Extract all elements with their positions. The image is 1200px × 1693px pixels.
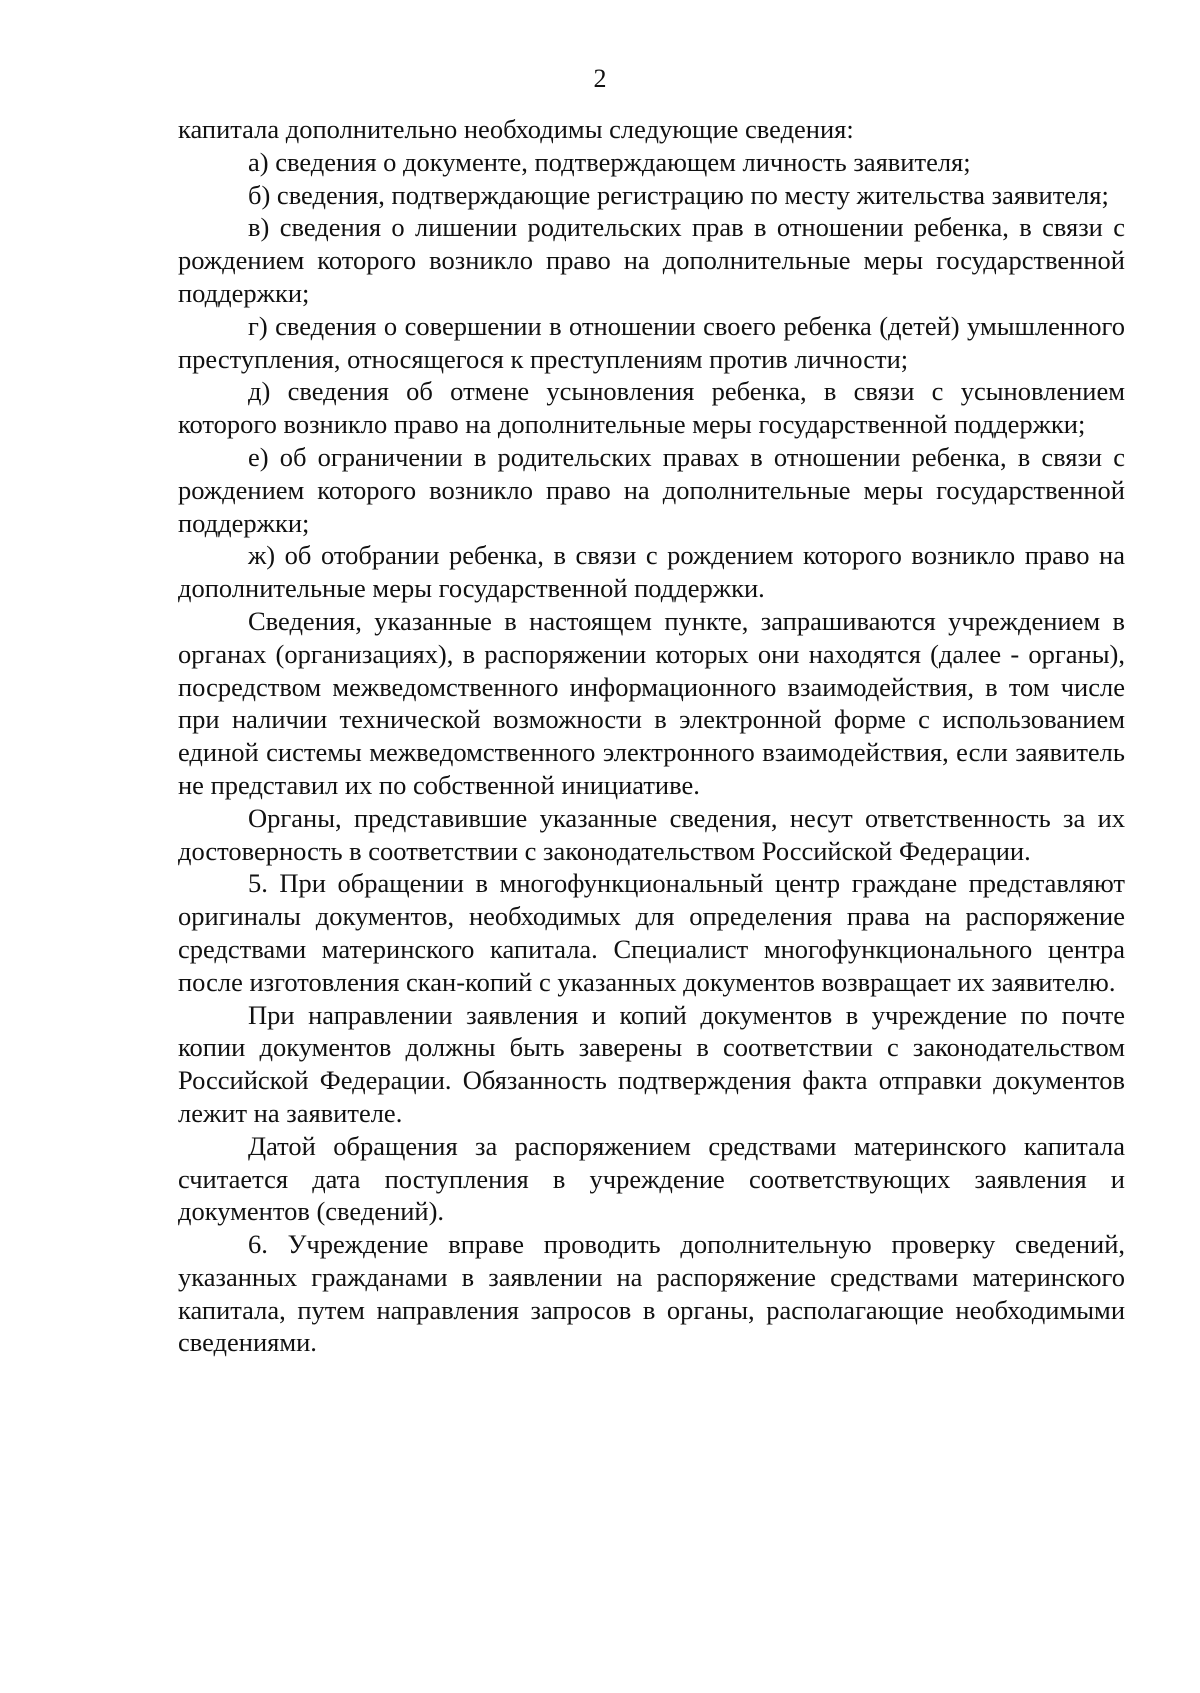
document-body: [178, 113, 1125, 1359]
paragraph-item-b: б) сведения, подтверждающие регистрацию по месту жительства заявителя;: [248, 179, 1109, 210]
paragraph-item-d: д) сведения об отмене усыновления ребенка, в связи с усыновлением которого возникло право на дополнительные меры государственной поддержки;: [178, 376, 1125, 440]
paragraph-item-g: г) сведения о совершении в отношении своего ребенка (детей) умышленного преступления, относящегося к преступлениям против личности;: [178, 310, 1125, 374]
paragraph-responsibility: Органы, представившие указанные сведения, несут ответственность за их достоверность в соответствии с законодательством Российской Федерации.: [178, 802, 1125, 866]
paragraph-requests: Сведения, указанные в настоящем пункте, запрашиваются учреждением в органах (организациях), в распоряжении которых они находятся (далее - органы), посредством межведомственного информационного взаимодействия, в том числе при наличии технической возможности в электронной форме с использованием единой системы межведомственного электронного взаимодействия, если заявитель не представил их по собственной инициативе.: [178, 605, 1125, 800]
paragraph-item-a: а) сведения о документе, подтверждающем личность заявителя;: [248, 146, 971, 177]
paragraph-section-6: 6. Учреждение вправе проводить дополнительную проверку сведений, указанных гражданами в заявлении на распоряжение средствами материнского капитала, путем направления запросов в органы, располагающие необходимыми сведениями.: [178, 1229, 1125, 1358]
paragraph-continuation: капитала дополнительно необходимы следующие сведения:: [178, 114, 854, 144]
paragraph-section-5: 5. При обращении в многофункциональный центр граждане представляют оригиналы документов, необходимых для определения права на распоряжение средствами материнского капитала. Специалист многофункционального центра после изготовления скан-копий с указанных документов возвращает их заявителю.: [178, 868, 1125, 997]
paragraph-item-e: е) об ограничении в родительских правах в отношении ребенка, в связи с рождением которого возникло право на дополнительные меры государственной поддержки;: [178, 441, 1125, 538]
paragraph-mail: При направлении заявления и копий документов в учреждение по почте копии документов должны быть заверены в соответствии с законодательством Российской Федерации. Обязанность подтверждения факта отправки документов лежит на заявителе.: [178, 999, 1125, 1128]
paragraph-item-v: в) сведения о лишении родительских прав в отношении ребенка, в связи с рождением которого возникло право на дополнительные меры государственной поддержки;: [178, 212, 1125, 308]
paragraph-item-zh: ж) об отобрании ребенка, в связи с рождением которого возникло право на дополнительные меры государственной поддержки.: [178, 540, 1125, 604]
page-number: 2: [593, 64, 607, 93]
paragraph-application-date: Датой обращения за распоряжением средствами материнского капитала считается дата поступления в учреждение соответствующих заявления и документов (сведений).: [178, 1130, 1125, 1227]
